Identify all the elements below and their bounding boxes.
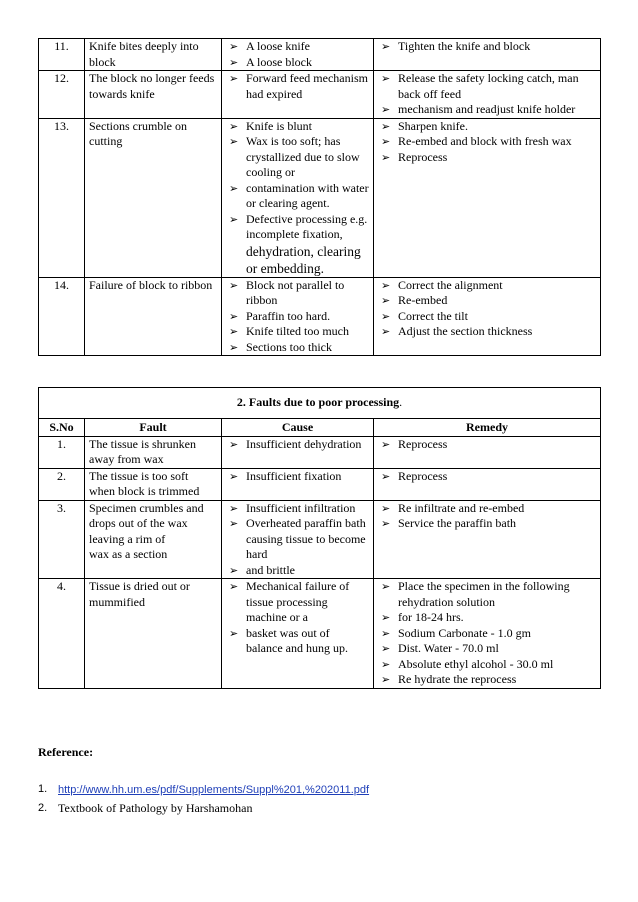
- remedy-item: ➢ Sodium Carbonate - 1.0 gm: [378, 626, 596, 642]
- remedy-item: ➢ Sharpen knife.: [378, 119, 596, 135]
- header-fault: Fault: [85, 419, 222, 437]
- reference-item: [38, 780, 369, 799]
- cause-text: Defective processing e.g. incomplete fixation,: [246, 211, 368, 241]
- cause-item: [226, 212, 369, 243]
- remedy-item: ➢ Reprocess: [378, 469, 596, 485]
- remedy-item: ➢ Service the paraffin bath: [378, 516, 596, 532]
- cause-item: ➢ Insufficient infiltration: [226, 501, 369, 517]
- processing-faults-table: [38, 387, 601, 689]
- reference-text: Textbook of Pathology by Harshamohan: [58, 801, 253, 815]
- remedy-item: ➢ Absolute ethyl alcohol - 30.0 ml: [378, 657, 596, 673]
- row-number: 14.: [39, 277, 85, 356]
- remedy-item: ➢ Adjust the section thickness: [378, 324, 596, 340]
- fault-cell: The tissue is too soft when block is trimmed: [85, 468, 222, 500]
- remedy-item: ➢ Reprocess: [378, 437, 596, 453]
- table-row: [39, 500, 601, 579]
- row-number: 2.: [39, 468, 85, 500]
- cause-item: ➢ basket was out of balance and hung up.: [226, 626, 369, 657]
- remedy-item: ➢ Release the safety locking catch, man back off feed: [378, 71, 596, 102]
- table-row: [39, 468, 601, 500]
- table-title-text: 2. Faults due to poor processing: [236, 395, 400, 410]
- cause-cell: [222, 277, 374, 356]
- fault-cell: Tissue is dried out or mummified: [85, 579, 222, 689]
- remedy-cell: [374, 39, 601, 71]
- cause-item: ➢ Paraffin too hard.: [226, 309, 369, 325]
- reference-item: [38, 799, 369, 817]
- table-title-suffix: .: [399, 395, 403, 410]
- table-row: [39, 118, 601, 277]
- remedy-item: ➢ Place the specimen in the following rehydration solution: [378, 579, 596, 610]
- remedy-item: ➢ Re infiltrate and re-embed: [378, 501, 596, 517]
- remedy-item: ➢ Re-embed and block with fresh wax: [378, 134, 596, 150]
- cause-cell: [222, 468, 374, 500]
- fault-text: wax as a section: [89, 547, 168, 561]
- remedy-item: ➢ mechanism and readjust knife holder: [378, 102, 596, 118]
- cause-cell: [222, 39, 374, 71]
- faults-table-continued: [38, 38, 601, 356]
- cause-item: ➢ Sections too thick: [226, 340, 369, 356]
- header-cause: Cause: [222, 419, 374, 437]
- row-number: 4.: [39, 579, 85, 689]
- table-row: [39, 277, 601, 356]
- table-row: [39, 436, 601, 468]
- row-number: 1.: [39, 436, 85, 468]
- reference-number: 2.: [38, 802, 48, 814]
- cause-item: ➢ Knife tilted too much: [226, 324, 369, 340]
- reference-list: [38, 780, 369, 817]
- remedy-item: ➢ Reprocess: [378, 150, 596, 166]
- fault-cell: The tissue is shrunken away from wax: [85, 436, 222, 468]
- remedy-item: ➢ Re hydrate the reprocess: [378, 672, 596, 688]
- header-remedy: Remedy: [374, 419, 601, 437]
- reference-link[interactable]: http://www.hh.um.es/pdf/Supplements/Suppl%201,%202011.pdf: [58, 784, 370, 796]
- cause-cell: [222, 118, 374, 277]
- cause-cell: [222, 71, 374, 119]
- cause-item: ➢ Insufficient fixation: [226, 469, 369, 485]
- cause-cell: [222, 579, 374, 689]
- remedy-cell: [374, 436, 601, 468]
- table-row: [39, 71, 601, 119]
- row-number: 3.: [39, 500, 85, 579]
- cause-item: ➢ Block not parallel to ribbon: [226, 278, 369, 309]
- row-number: 11.: [39, 39, 85, 71]
- table-title-row: [39, 388, 601, 419]
- remedy-cell: [374, 468, 601, 500]
- reference-heading: Reference:: [38, 745, 94, 759]
- remedy-cell: [374, 118, 601, 277]
- remedy-cell: [374, 500, 601, 579]
- remedy-item: ➢ for 18-24 hrs.: [378, 610, 596, 626]
- fault-text: Specimen crumbles and drops out of the wax leaving a rim of: [89, 500, 204, 546]
- header-sno: S.No: [39, 419, 85, 437]
- remedy-cell: [374, 579, 601, 689]
- fault-cell: Knife bites deeply into block: [85, 39, 222, 71]
- remedy-item: ➢ Correct the alignment: [378, 278, 596, 294]
- cause-item: ➢ A loose block: [226, 55, 369, 71]
- cause-item: ➢ Overheated paraffin bath causing tissue to become hard: [226, 516, 369, 563]
- table-header-row: [39, 419, 601, 437]
- row-number: 13.: [39, 118, 85, 277]
- remedy-item: ➢ Re-embed: [378, 293, 596, 309]
- cause-item: ➢ Forward feed mechanism had expired: [226, 71, 369, 102]
- cause-continuation: dehydration, clearing or embedding.: [246, 243, 361, 276]
- remedy-item: ➢ Correct the tilt: [378, 309, 596, 325]
- cause-cell: [222, 500, 374, 579]
- table-row: [39, 39, 601, 71]
- table-row: [39, 579, 601, 689]
- remedy-item: ➢ Tighten the knife and block: [378, 39, 596, 55]
- fault-cell: The block no longer feeds towards knife: [85, 71, 222, 119]
- fault-cell: Failure of block to ribbon: [85, 277, 222, 356]
- cause-item: ➢ Insufficient dehydration: [226, 437, 369, 453]
- cause-item: ➢ contamination with water or clearing agent.: [226, 181, 369, 212]
- cause-item: ➢ A loose knife: [226, 39, 369, 55]
- row-number: 12.: [39, 71, 85, 119]
- cause-cell: [222, 436, 374, 468]
- cause-item: ➢ Wax is too soft; has crystallized due to slow cooling or: [226, 134, 369, 181]
- reference-number: 1.: [38, 783, 48, 795]
- remedy-cell: [374, 277, 601, 356]
- cause-item: ➢ and brittle: [226, 563, 369, 579]
- remedy-cell: [374, 71, 601, 119]
- cause-item: ➢ Mechanical failure of tissue processing machine or a: [226, 579, 369, 626]
- table-title: [39, 388, 601, 419]
- fault-cell: [85, 500, 222, 579]
- remedy-item: ➢ Dist. Water - 70.0 ml: [378, 641, 596, 657]
- fault-cell: Sections crumble on cutting: [85, 118, 222, 277]
- cause-item: ➢ Knife is blunt: [226, 119, 369, 135]
